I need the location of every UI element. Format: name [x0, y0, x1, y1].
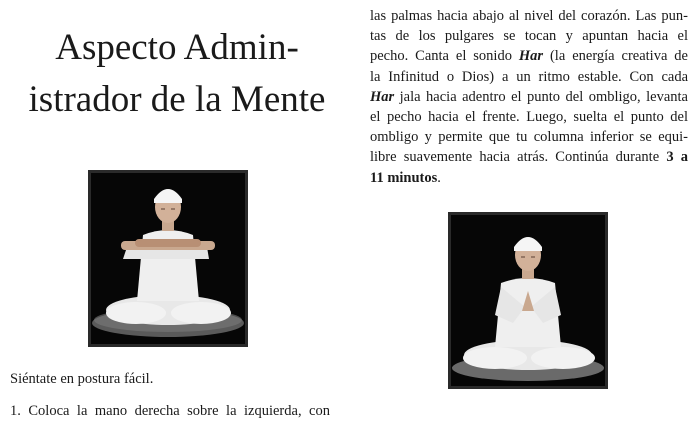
instructions-right-column: [370, 6, 688, 188]
intro-text: [10, 369, 330, 389]
meditation-photo-hands-heart: [88, 170, 248, 347]
text-run: libre suavemente hacia atrás. Continúa durante: [370, 149, 667, 166]
text-line: [370, 46, 688, 66]
intro-line: Siéntate en postura fácil.: [10, 371, 154, 387]
duration-end: 11 minutos: [370, 169, 438, 186]
text-line: las palmas hacia abajo al nivel del corazón. Las pun-: [370, 8, 688, 24]
text-run: pecho. Canta el sonido: [370, 48, 519, 65]
text-line: [370, 147, 688, 167]
text-line: la Infinitud o Dios) a un ritmo estable. Con cada: [370, 68, 688, 85]
duration-start: 3 a: [666, 149, 688, 166]
text-run: jala hacia adentro el punto del ombligo, levanta: [394, 88, 688, 105]
meditation-photo-prayer-hands: [448, 212, 608, 389]
photo-illustration-2: [451, 215, 605, 386]
page-title: [18, 22, 336, 126]
photo-illustration-1: [91, 173, 245, 344]
text-run: (la energía creativa de: [543, 48, 688, 65]
text-line: [370, 87, 688, 107]
step-1-line: 1. Coloca la mano derecha sobre la izquierda, con: [10, 403, 330, 419]
text-run: .: [437, 169, 441, 186]
text-line: ombligo y permite que tu columna inferior se equi-: [370, 129, 688, 146]
step-1-text: [10, 401, 330, 421]
har-term: Har: [370, 88, 395, 105]
har-term: Har: [518, 48, 544, 65]
title-line-2: istrador de la Mente: [28, 79, 326, 120]
text-line: tas de los pulgares se tocan y apuntan hacia el: [370, 28, 688, 45]
title-line-1: Aspecto Admin-: [55, 27, 299, 68]
text-line: [370, 168, 688, 188]
text-line: el pecho hacia el frente. Luego, suelta el punto del: [370, 109, 688, 126]
